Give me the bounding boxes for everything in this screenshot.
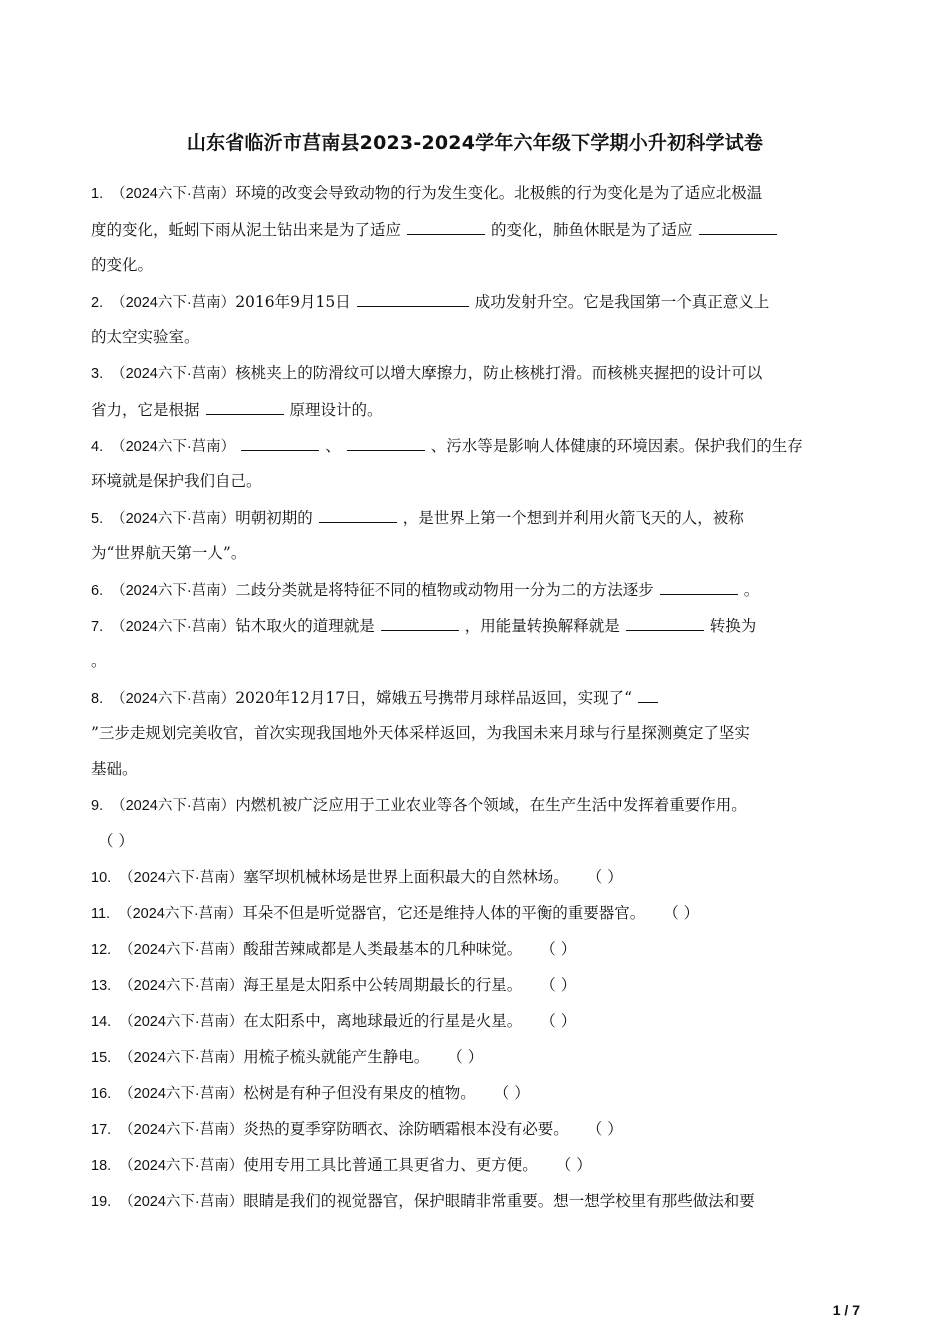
question-14: 14. （2024六下·莒南）在太阳系中，离地球最近的行星是火星。 （ ） — [91, 1012, 577, 1030]
question-8-line-1: 8. （2024六下·莒南）2020年12月17日，嫦娥五号携带月球样品返回，实现了“ — [91, 686, 664, 710]
answer-paren[interactable]: （ ） — [540, 1012, 577, 1030]
answer-paren[interactable]: （ ） — [493, 1084, 530, 1102]
question-8-line-2: ”三步走规划完美收官，首次实现我国地外天体采样返回，为我国未来月球与行星探测奠定了坚实 — [91, 724, 750, 742]
question-17: 17. （2024六下·莒南）炎热的夏季穿防晒衣、涂防晒霜根本没有必要。 （ ） — [91, 1120, 623, 1138]
answer-blank[interactable] — [638, 686, 658, 703]
question-1-line-2: 度的变化，蚯蚓下雨从泥土钻出来是为了适应 的变化，肺鱼休眠是为了适应 — [91, 218, 783, 241]
question-11: 11. （2024六下·莒南）耳朵不但是听觉器官，它还是维持人体的平衡的重要器官。 （ ） — [91, 904, 700, 922]
question-4-line-2: 环境就是保护我们自己。 — [91, 472, 262, 490]
question-16: 16. （2024六下·莒南）松树是有种子但没有果皮的植物。 （ ） — [91, 1084, 530, 1102]
question-2-line-1: 2. （2024六下·莒南）2016年9月15日 成功发射升空。它是我国第一个真正意义上 — [91, 290, 769, 314]
question-7-line-2: 。 — [91, 652, 107, 670]
answer-blank[interactable] — [206, 398, 284, 415]
question-19: 19. （2024六下·莒南）眼睛是我们的视觉器官，保护眼睛非常重要。想一想学校里有那些做法和要 — [91, 1192, 755, 1210]
question-6-line-1: 6. （2024六下·莒南）二歧分类就是将特征不同的植物或动物用一分为二的方法逐步 。 — [91, 578, 759, 602]
question-1-line-3: 的变化。 — [91, 256, 154, 274]
answer-paren[interactable]: （ ） — [447, 1048, 484, 1066]
answer-blank[interactable] — [357, 290, 469, 307]
question-3-line-2: 省力，它是根据 原理设计的。 — [91, 398, 383, 421]
question-10: 10. （2024六下·莒南）塞罕坝机械林场是世界上面积最大的自然林场。 （ ） — [91, 868, 623, 886]
question-15: 15. （2024六下·莒南）用梳子梳头就能产生静电。 （ ） — [91, 1048, 484, 1066]
exam-title: 山东省临沂市莒南县2023-2024学年六年级下学期小升初科学试卷 — [186, 132, 764, 154]
question-7-line-1: 7. （2024六下·莒南）钻木取火的道理就是 ，用能量转换解释就是 转换为 — [91, 614, 756, 638]
source-tag: （2024六下·莒南） — [111, 186, 236, 202]
question-2-line-2: 的太空实验室。 — [91, 328, 200, 346]
page-number: 1 / 7 — [832, 1302, 860, 1318]
answer-paren[interactable]: （ ） — [540, 976, 577, 994]
question-18: 18. （2024六下·莒南）使用专用工具比普通工具更省力、更方便。 （ ） — [91, 1156, 592, 1174]
question-number: 1. — [91, 186, 104, 202]
answer-blank[interactable] — [347, 434, 425, 451]
answer-blank[interactable] — [319, 506, 397, 523]
answer-blank[interactable] — [381, 614, 459, 631]
answer-paren[interactable]: （ ） — [540, 940, 577, 958]
question-12: 12. （2024六下·莒南）酸甜苦辣咸都是人类最基本的几种味觉。 （ ） — [91, 940, 577, 958]
question-8-line-3: 基础。 — [91, 760, 138, 778]
question-9-line-1: 9. （2024六下·莒南）内燃机被广泛应用于工业农业等各个领域，在生产生活中发挥着重要作用。 — [91, 796, 747, 814]
answer-blank[interactable] — [407, 218, 485, 235]
answer-paren[interactable]: （ ） — [586, 868, 623, 886]
question-4-line-1: 4. （2024六下·莒南） 、 、污水等是影响人体健康的环境因素。保护我们的生存 — [91, 434, 803, 458]
answer-blank[interactable] — [626, 614, 704, 631]
question-5-line-1: 5. （2024六下·莒南）明朝初期的 ，是世界上第一个想到并利用火箭飞天的人，被称 — [91, 506, 744, 530]
answer-blank[interactable] — [699, 218, 777, 235]
question-1-line-1: 1. （2024六下·莒南）环境的改变会导致动物的行为发生变化。北极熊的行为变化是为了适应北极温 — [91, 184, 763, 202]
answer-paren[interactable]: （ ） — [555, 1156, 592, 1174]
answer-paren[interactable]: （ ） — [586, 1120, 623, 1138]
answer-blank[interactable] — [241, 434, 319, 451]
question-9-answer-paren[interactable]: （ ） — [98, 832, 134, 850]
answer-paren[interactable]: （ ） — [663, 904, 700, 922]
answer-blank[interactable] — [660, 578, 738, 595]
question-13: 13. （2024六下·莒南）海王星是太阳系中公转周期最长的行星。 （ ） — [91, 976, 577, 994]
question-3-line-1: 3. （2024六下·莒南）核桃夹上的防滑纹可以增大摩擦力，防止核桃打滑。而核桃夹握把的设计可以 — [91, 364, 763, 382]
question-5-line-2: 为“世界航天第一人”。 — [91, 544, 247, 562]
